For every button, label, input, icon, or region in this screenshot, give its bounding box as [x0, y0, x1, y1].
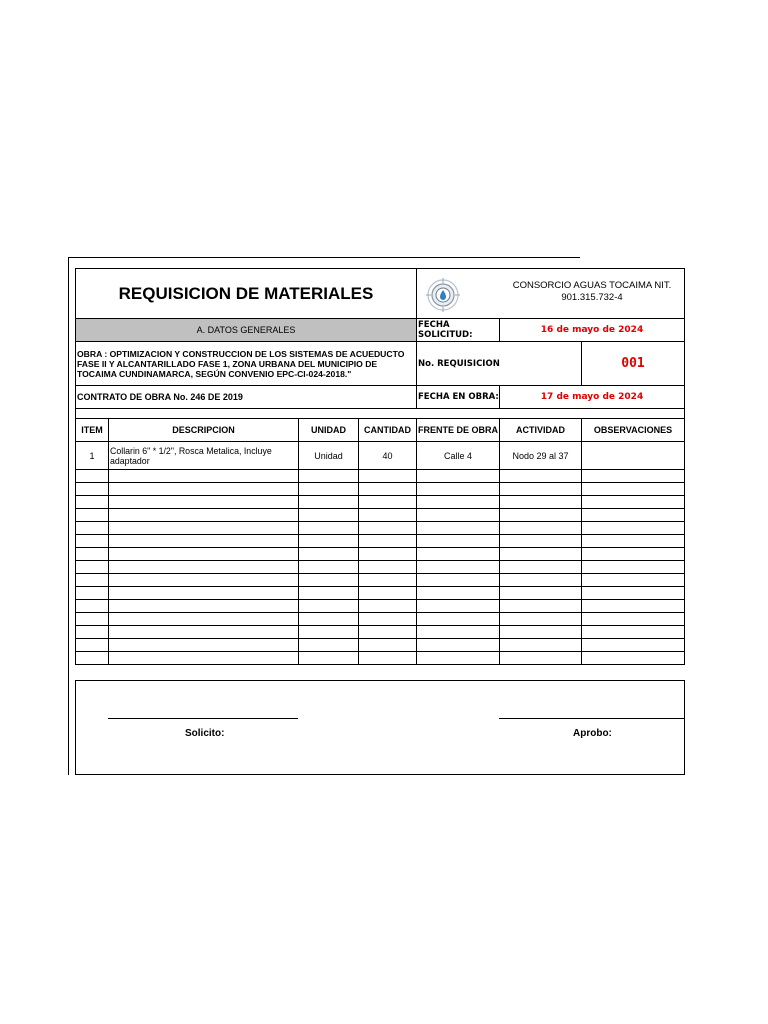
empty-table-cell — [298, 560, 359, 574]
empty-table-cell — [581, 521, 685, 535]
empty-table-cell — [358, 625, 417, 639]
empty-table-cell — [108, 534, 299, 548]
empty-table-cell — [108, 573, 299, 587]
empty-table-cell — [358, 508, 417, 522]
empty-table-cell — [416, 612, 500, 626]
company-logo-icon — [423, 275, 463, 315]
empty-table-cell — [108, 651, 299, 665]
empty-table-cell — [499, 638, 582, 652]
column-header-observaciones: OBSERVACIONES — [581, 418, 685, 442]
empty-table-cell — [499, 534, 582, 548]
solicito-signature-line — [108, 718, 298, 719]
empty-table-cell — [75, 638, 109, 652]
empty-table-cell — [108, 586, 299, 600]
empty-table-cell — [108, 612, 299, 626]
table-cell-actividad: Nodo 29 al 37 — [499, 441, 582, 470]
empty-table-cell — [499, 573, 582, 587]
empty-table-cell — [581, 482, 685, 496]
obra-description: OBRA : OPTIMIZACION Y CONSTRUCCION DE LOS SISTEMAS DE ACUEDUCTO FASE II Y ALCANTARILLADO FASE 1, ZONA URBANA DEL MUNICIPIO DE TOCAIMA CUNDINAMARCA, SEGÚN CONVENIO EPC-CI-024-2018." — [75, 341, 417, 386]
empty-table-cell — [75, 651, 109, 665]
empty-table-cell — [298, 469, 359, 483]
empty-table-cell — [298, 599, 359, 613]
empty-table-cell — [358, 638, 417, 652]
empty-table-cell — [499, 547, 582, 561]
column-header-actividad: ACTIVIDAD — [499, 418, 582, 442]
empty-table-cell — [581, 573, 685, 587]
empty-table-cell — [499, 521, 582, 535]
empty-table-cell — [358, 482, 417, 496]
empty-table-cell — [298, 508, 359, 522]
empty-table-cell — [581, 508, 685, 522]
empty-table-cell — [75, 599, 109, 613]
empty-table-cell — [416, 573, 500, 587]
empty-table-cell — [108, 469, 299, 483]
empty-table-cell — [108, 521, 299, 535]
empty-table-cell — [298, 612, 359, 626]
empty-table-cell — [416, 638, 500, 652]
table-cell-item: 1 — [75, 441, 109, 470]
section-datos-generales: A. DATOS GENERALES — [75, 318, 417, 342]
table-cell-descripcion: Collarin 6" * 1/2", Rosca Metalica, Incluye adaptador — [108, 441, 299, 470]
empty-table-cell — [298, 625, 359, 639]
empty-table-cell — [358, 612, 417, 626]
empty-table-cell — [416, 651, 500, 665]
empty-table-cell — [75, 547, 109, 561]
fecha-solicitud-label: FECHA SOLICITUD: — [416, 318, 500, 342]
empty-table-cell — [499, 586, 582, 600]
empty-table-cell — [75, 534, 109, 548]
frame-left-line — [68, 257, 69, 775]
empty-table-cell — [581, 651, 685, 665]
table-cell-observaciones — [581, 441, 685, 470]
empty-table-cell — [358, 573, 417, 587]
empty-table-cell — [499, 495, 582, 509]
empty-table-cell — [581, 612, 685, 626]
empty-table-cell — [358, 521, 417, 535]
column-header-descripcion: DESCRIPCION — [108, 418, 299, 442]
empty-table-cell — [358, 599, 417, 613]
empty-table-cell — [581, 586, 685, 600]
document-title: REQUISICION DE MATERIALES — [75, 268, 417, 319]
column-header-item: ITEM — [75, 418, 109, 442]
empty-table-cell — [499, 612, 582, 626]
empty-table-cell — [499, 469, 582, 483]
empty-table-cell — [108, 482, 299, 496]
empty-table-cell — [499, 625, 582, 639]
empty-table-cell — [298, 495, 359, 509]
empty-table-cell — [108, 560, 299, 574]
empty-table-cell — [581, 469, 685, 483]
empty-table-cell — [75, 521, 109, 535]
empty-table-cell — [75, 586, 109, 600]
empty-table-cell — [581, 547, 685, 561]
empty-table-cell — [298, 573, 359, 587]
empty-table-cell — [416, 599, 500, 613]
empty-table-cell — [358, 534, 417, 548]
empty-table-cell — [75, 469, 109, 483]
empty-table-cell — [499, 599, 582, 613]
empty-table-cell — [416, 521, 500, 535]
company-nit: 901.315.732-4 — [561, 292, 623, 303]
frame-top-line — [68, 257, 580, 258]
company-name: CONSORCIO AGUAS TOCAIMA NIT. — [512, 280, 672, 291]
fecha-obra-label: FECHA EN OBRA: — [416, 385, 500, 409]
empty-table-cell — [298, 651, 359, 665]
empty-table-cell — [416, 547, 500, 561]
empty-table-cell — [75, 482, 109, 496]
requisicion-label: No. REQUISICION — [416, 341, 582, 386]
empty-table-cell — [75, 625, 109, 639]
empty-table-cell — [298, 521, 359, 535]
empty-table-cell — [416, 534, 500, 548]
empty-table-cell — [108, 599, 299, 613]
empty-table-cell — [581, 638, 685, 652]
empty-table-cell — [108, 547, 299, 561]
empty-table-cell — [358, 495, 417, 509]
empty-table-cell — [75, 612, 109, 626]
company-info — [507, 280, 677, 304]
empty-table-cell — [499, 508, 582, 522]
empty-table-cell — [416, 625, 500, 639]
empty-table-cell — [581, 534, 685, 548]
empty-table-cell — [416, 508, 500, 522]
empty-table-cell — [358, 560, 417, 574]
aprobo-signature-line — [499, 718, 685, 719]
empty-table-cell — [416, 586, 500, 600]
empty-table-cell — [108, 495, 299, 509]
column-header-frente: FRENTE DE OBRA — [416, 418, 500, 442]
empty-table-cell — [75, 573, 109, 587]
fecha-obra-value: 17 de mayo de 2024 — [499, 385, 685, 409]
table-cell-unidad: Unidad — [298, 441, 359, 470]
aprobo-label: Aprobo: — [573, 728, 612, 739]
solicito-label: Solicito: — [185, 728, 225, 739]
requisicion-number: 001 — [581, 341, 685, 386]
empty-table-cell — [75, 495, 109, 509]
empty-table-cell — [358, 469, 417, 483]
requisition-sheet — [75, 268, 685, 775]
empty-table-cell — [298, 534, 359, 548]
empty-table-cell — [358, 547, 417, 561]
empty-table-cell — [75, 560, 109, 574]
empty-table-cell — [416, 469, 500, 483]
column-header-unidad: UNIDAD — [298, 418, 359, 442]
fecha-solicitud-value: 16 de mayo de 2024 — [499, 318, 685, 342]
empty-table-cell — [298, 586, 359, 600]
empty-table-cell — [416, 560, 500, 574]
empty-table-cell — [499, 560, 582, 574]
contrato-text: CONTRATO DE OBRA No. 246 DE 2019 — [75, 385, 417, 409]
empty-table-cell — [108, 508, 299, 522]
column-header-cantidad: CANTIDAD — [358, 418, 417, 442]
empty-table-cell — [358, 651, 417, 665]
table-cell-frente: Calle 4 — [416, 441, 500, 470]
empty-table-cell — [298, 638, 359, 652]
empty-table-cell — [298, 482, 359, 496]
empty-table-cell — [358, 586, 417, 600]
empty-table-cell — [108, 638, 299, 652]
empty-table-cell — [499, 482, 582, 496]
table-cell-cantidad: 40 — [358, 441, 417, 470]
empty-table-cell — [75, 508, 109, 522]
empty-table-cell — [581, 560, 685, 574]
empty-table-cell — [581, 599, 685, 613]
empty-table-cell — [499, 651, 582, 665]
empty-table-cell — [581, 625, 685, 639]
empty-table-cell — [416, 495, 500, 509]
empty-table-cell — [581, 495, 685, 509]
empty-table-cell — [108, 625, 299, 639]
empty-table-cell — [416, 482, 500, 496]
empty-table-cell — [298, 547, 359, 561]
